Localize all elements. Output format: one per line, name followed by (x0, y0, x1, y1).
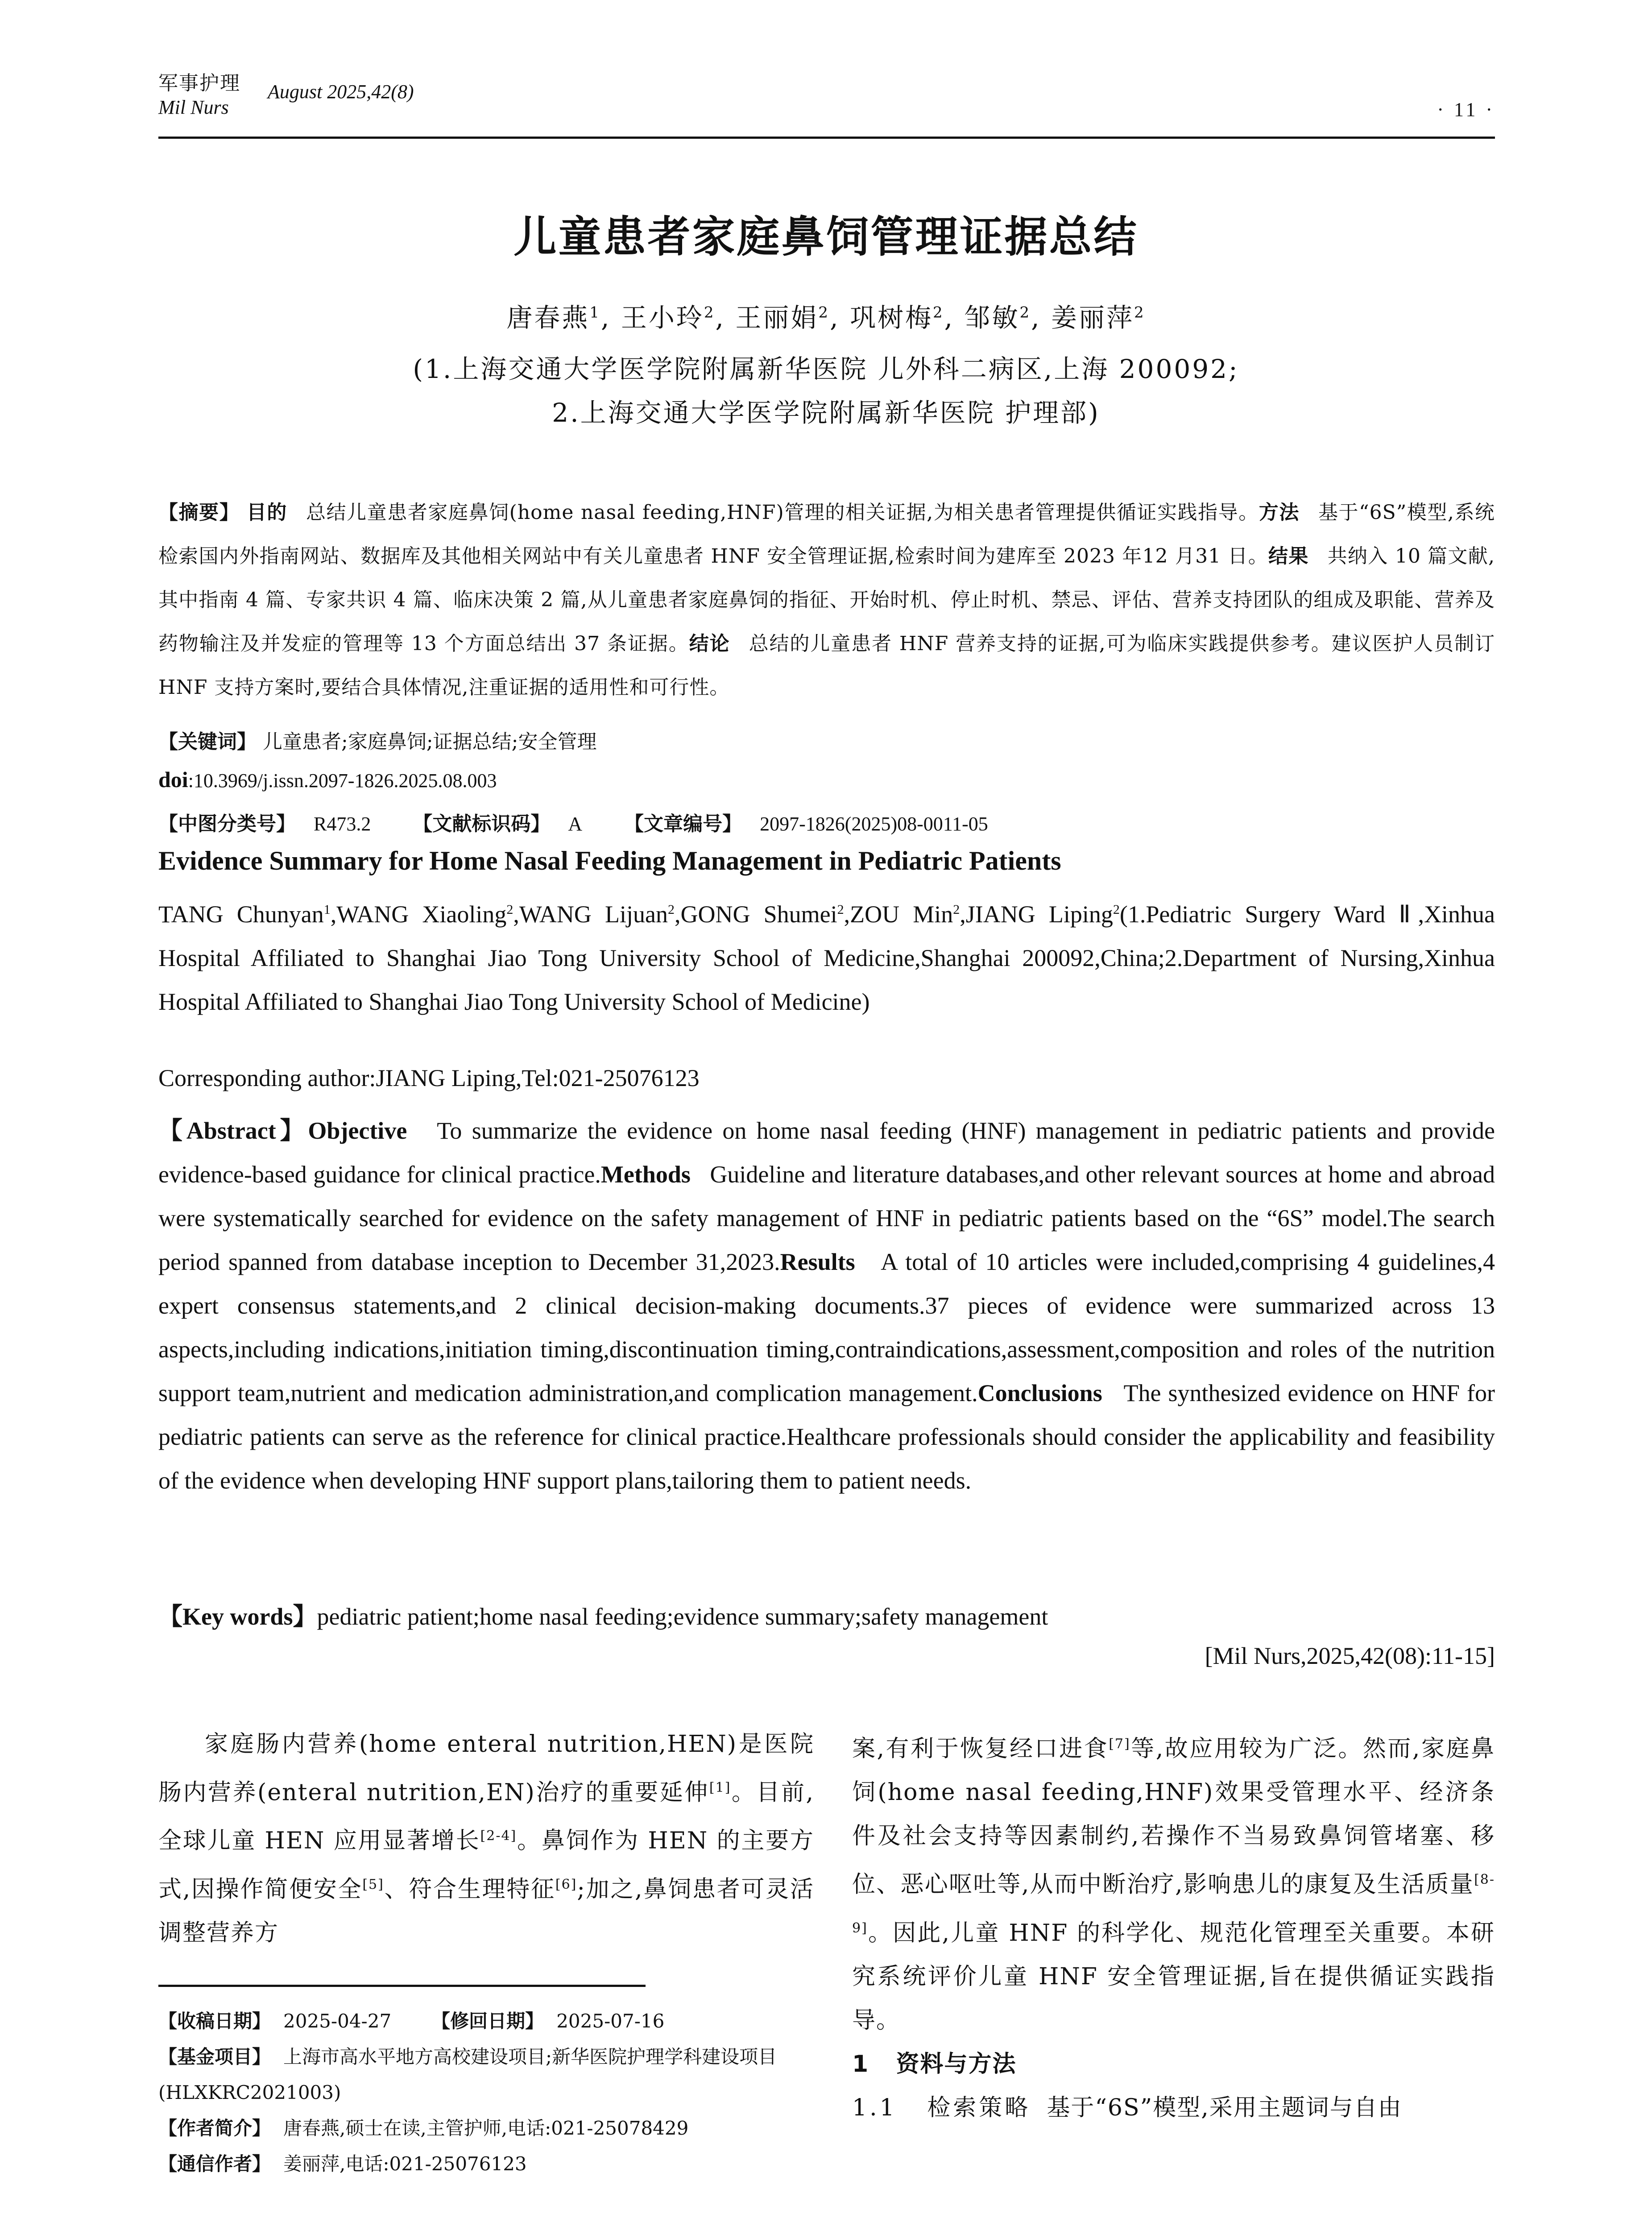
affiliations-en: (1.Pediatric Surgery Ward Ⅱ,Xinhua Hospital Affiliated to Shanghai Jiao Tong University School of Medicine,Shanghai 200092,China;2.Department of Nursing,Xinhua Hospital Affiliated to Shanghai Jiao Tong University School of Medicine) (158, 901, 1495, 1015)
conclusion-label: 结论 (689, 632, 730, 655)
objective-label: 目的 (246, 501, 287, 524)
body-text: ;加之,鼻饲患者可灵活调整营养方 (158, 1875, 814, 1946)
subsection-heading (852, 2094, 1031, 2121)
conclusions-label-en: Conclusions (977, 1380, 1102, 1406)
footnote-corr (158, 2146, 814, 2182)
body-text: 。因此,儿童 HNF 的科学化、规范化管理至关重要。本研究系统评价儿童 HNF 安全管理证据,旨在提供循证实践指导。 (852, 1919, 1495, 2034)
fund-value: 上海市高水平地方高校建设项目;新华医院护理学科建设项目(HLXKRC2021003) (158, 2046, 777, 2103)
received-label: 【收稿日期】 (158, 2010, 271, 2032)
reference-mark[interactable]: [6] (555, 1876, 577, 1892)
author-list-cn: 唐春燕$^1$, 王小玲$^2$, 王丽娟$^2$, 巩树梅$^2$, 邹敏$^2$, 姜丽萍$^2$ (506, 303, 1146, 333)
author: 巩树梅 (849, 303, 933, 333)
footnote-bio (158, 2111, 814, 2146)
footnotes (158, 2003, 814, 2182)
bio-value: 唐春燕,硕士在读,主管护师,电话:021-25078429 (283, 2117, 689, 2139)
affiliation-mark: 2 (818, 303, 830, 322)
author: 姜丽萍 (1051, 303, 1134, 333)
footnote-fund (158, 2039, 814, 2111)
affiliation-mark: 2 (506, 902, 513, 917)
article-no-label: 【文章编号】 (624, 813, 742, 835)
author-list-en: TANG Chunyan$^1$,WANG Xiaoling$^2$,WANG Lijuan$^2$,GONG Shumei$^2$,ZOU Min$^2$,JIANG Liping$^2$(1.Pediatric Surgery Ward Ⅱ,Xinhua Hospital Affiliated to Shanghai Jiao Tong University School of Medicine,Shanghai 200092,China;2.Department of Nursing,Xinhua Hospital Affiliated to Shanghai Jiao Tong University School of Medicine) (158, 901, 1495, 1015)
affiliation-mark: 2 (953, 902, 960, 917)
results-text-en: A total of 10 articles were included,comprising 4 guidelines,4 expert consensus statements,and 2 clinical decision-making documents.37 pieces of evidence were summarized across 13 aspects,including indications,initiation timing,discontinuation timing,contraindications,assessment,composition and roles of the nutrition support team,nutrient and medication administration,and complication management. (158, 1248, 1495, 1406)
affiliation-mark: 2 (837, 902, 844, 917)
journal-name-en: Mil Nurs (158, 96, 229, 118)
received-date: 2025-04-27 (283, 2010, 392, 2032)
abstract-en (158, 1109, 1495, 1502)
author: JIANG Liping (965, 901, 1113, 928)
affiliation-mark: 1 (589, 303, 601, 322)
affiliation-mark: 2 (1113, 902, 1120, 917)
results-text: 共纳入 10 篇文献,其中指南 4 篇、专家共识 4 篇、临床决策 2 篇,从儿童患者家庭鼻饲的指征、开始时机、停止时机、禁忌、评估、营养支持团队的组成及职能、营养及药物输注及并发症的管理等 13 个方面总结出 37 条证据。 (158, 545, 1495, 655)
affiliation-cn-1: (1.上海交通大学医学院附属新华医院 儿外科二病区,上海 200092; (413, 354, 1239, 384)
author: WANG Lijuan (519, 901, 668, 928)
subsection-number: 1.1 (852, 2094, 897, 2121)
doi (158, 767, 1495, 792)
header-rule (158, 137, 1495, 139)
reference-mark[interactable]: [2-4] (480, 1828, 517, 1844)
keywords-tag-en: 【Key words】 (158, 1603, 317, 1630)
revised-label: 【修回日期】 (431, 2010, 544, 2032)
subsection-1-1 (852, 2086, 1495, 2130)
doi-label: doi (158, 767, 188, 792)
affiliation-mark: 2 (667, 902, 675, 917)
section-title: 资料与方法 (896, 2050, 1017, 2078)
body-column-right (852, 1722, 1495, 2130)
body-column-left (158, 1722, 814, 1955)
affiliation-mark: 2 (932, 303, 944, 322)
abstract-cn (158, 491, 1495, 709)
author: WANG Xiaoling (336, 901, 507, 928)
author: 唐春燕 (506, 303, 590, 333)
abstract-tag-en: 【Abstract】 (158, 1117, 308, 1144)
footnote-rule (158, 1985, 646, 1987)
affiliation-cn-2: 2.上海交通大学医学院附属新华医院 护理部) (552, 398, 1100, 428)
conclusion-text: 总结的儿童患者 HNF 营养支持的证据,可为临床实践提供参考。建议医护人员制订 HNF 支持方案时,要结合具体情况,注重证据的适用性和可行性。 (158, 632, 1495, 699)
doc-code-label: 【文献标识码】 (413, 813, 551, 835)
author: GONG Shumei (680, 901, 837, 928)
keywords-cn (158, 726, 1495, 754)
journal-name-cn: 军事护理 (158, 72, 240, 95)
corresponding-author-en: Corresponding author:JIANG Liping,Tel:021-25076123 (158, 1065, 700, 1091)
author: 邹敏 (964, 303, 1020, 333)
issue-info: August 2025,42(8) (268, 81, 414, 103)
body-text: 等,故应用较为广泛。然而,家庭鼻饲(home nasal feeding,HNF)效果受管理水平、经济条件及社会支持等因素制约,若操作不当易致鼻饲管堵塞、移位、恶心呕吐等,从而中断治疗,影响患儿的康复及生活质量 (852, 1735, 1495, 1898)
affiliation-mark: 2 (704, 303, 716, 322)
keywords-tag: 【关键词】 (158, 730, 257, 753)
section-number: 1 (852, 2050, 869, 2078)
affiliation-mark: 2 (1019, 303, 1031, 322)
body-text: 、符合生理特征 (384, 1875, 555, 1903)
article-title-cn: 儿童患者家庭鼻饲管理证据总结 (513, 212, 1139, 262)
section-heading-1 (852, 2042, 1495, 2086)
subsection-title: 检索策略 (927, 2094, 1031, 2121)
keywords-value-en: pediatric patient;home nasal feeding;evidence summary;safety management (317, 1603, 1048, 1630)
reference-mark[interactable]: [7] (1109, 1736, 1130, 1752)
corr-label: 【通信作者】 (158, 2153, 271, 2175)
revised-date: 2025-07-16 (556, 2010, 665, 2032)
page-number: · 11 · (1437, 99, 1495, 120)
body-text: 案,有利于恢复经口进食 (852, 1735, 1109, 1762)
objective-label-en: Objective (308, 1117, 407, 1144)
methods-label: 方法 (1259, 501, 1300, 524)
clc-value: R473.2 (314, 813, 371, 835)
article-no-value: 2097-1826(2025)08-0011-05 (760, 813, 988, 835)
article-title-en: Evidence Summary for Home Nasal Feeding Management in Pediatric Patients (158, 846, 1061, 875)
reference-mark[interactable]: [8-9] (852, 1872, 1495, 1936)
fund-label: 【基金项目】 (158, 2046, 271, 2068)
results-label-en: Results (780, 1248, 855, 1275)
doi-value[interactable]: :10.3969/j.issn.2097-1826.2025.08.003 (188, 770, 497, 792)
author: 王丽娟 (735, 303, 819, 333)
affiliation-mark: 1 (323, 902, 331, 917)
methods-text-en: Guideline and literature databases,and other relevant sources at home and abroad were systematically searched for evidence on the safety management of HNF in pediatric patients based on the “6S” model.The search period spanned from database inception to December 31,2023. (158, 1161, 1495, 1275)
body-text: 基于“6S”模型,采用主题词与自由 (1047, 2094, 1402, 2121)
body-text: 家庭肠内营养(home enteral nutrition,HEN)是医院肠内营养(enteral nutrition,EN)治疗的重要延伸 (158, 1731, 814, 1806)
author: TANG Chunyan (158, 901, 324, 928)
paragraph (852, 1722, 1495, 2042)
results-label: 结果 (1268, 545, 1309, 568)
keywords-en (158, 1597, 1495, 1632)
methods-text: 基于“6S”模型,系统检索国内外指南网站、数据库及其他相关网站中有关儿童患者 HNF 安全管理证据,检索时间为建库至 2023 年12 月31 日。 (158, 501, 1495, 568)
objective-text: 总结儿童患者家庭鼻饲(home nasal feeding,HNF)管理的相关证据,为相关患者管理提供循证实践指导。 (306, 501, 1259, 524)
reference-mark[interactable]: [5] (362, 1876, 384, 1892)
affiliation-mark: 2 (1134, 303, 1146, 322)
body-text: 。目前,全球儿童 HEN 应用显著增长 (158, 1779, 814, 1854)
keywords-value: 儿童患者;家庭鼻饲;证据总结;安全管理 (263, 730, 597, 753)
doc-code-value: A (568, 813, 583, 835)
author: ZOU Min (850, 901, 953, 928)
objective-text-en: To summarize the evidence on home nasal feeding (HNF) management in pediatric patients and provide evidence-based guidance for clinical practice. (158, 1117, 1495, 1188)
corr-value: 姜丽萍,电话:021-25076123 (283, 2153, 527, 2175)
citation: [Mil Nurs,2025,42(08):11-15] (1205, 1642, 1495, 1669)
reference-mark[interactable]: [1] (709, 1780, 731, 1796)
conclusions-text-en: The synthesized evidence on HNF for pediatric patients can serve as the reference for clinical practice.Healthcare professionals should consider the applicability and feasibility of the evidence when developing HNF support plans,tailoring them to patient needs. (158, 1380, 1495, 1494)
clc-label: 【中图分类号】 (158, 813, 296, 835)
abstract-tag: 【摘要】 (158, 501, 240, 524)
footnote-dates (158, 2003, 814, 2039)
body-text: 。鼻饲作为 HEN 的主要方式,因操作简便安全 (158, 1827, 814, 1903)
classification-row (158, 808, 1495, 836)
author: 王小玲 (621, 303, 704, 333)
bio-label: 【作者简介】 (158, 2117, 271, 2139)
methods-label-en: Methods (600, 1161, 691, 1188)
